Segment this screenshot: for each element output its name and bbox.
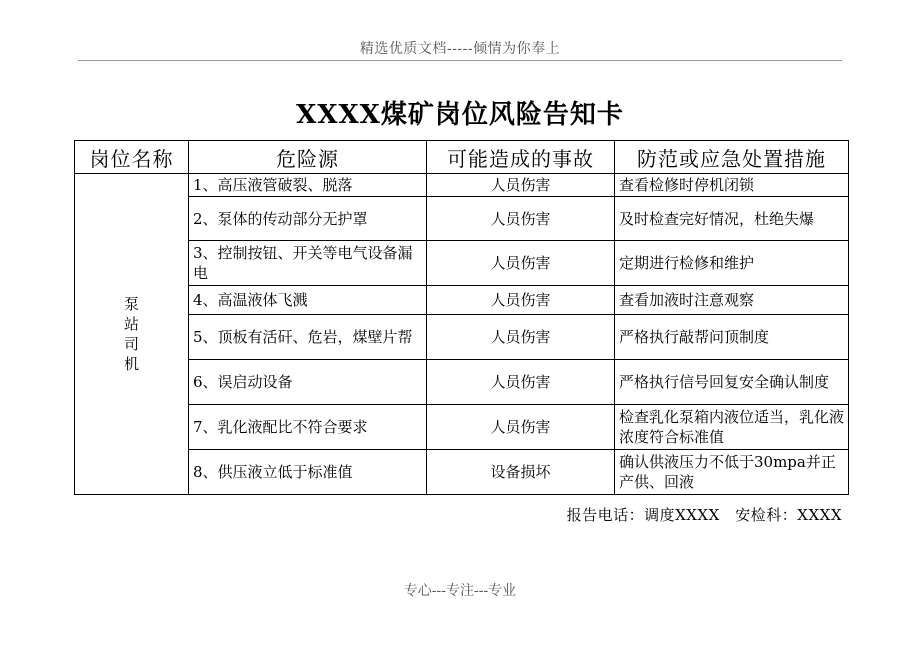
hazard-cell: 4、高温液体飞溅 (189, 286, 427, 315)
post-name-cell (75, 174, 189, 495)
table-row (75, 405, 849, 450)
result-cell: 人员伤害 (427, 197, 615, 241)
result-cell: 人员伤害 (427, 174, 615, 197)
result-cell: 人员伤害 (427, 405, 615, 450)
measure-cell: 严格执行信号回复安全确认制度 (615, 360, 849, 405)
header-divider (78, 60, 842, 61)
result-cell: 人员伤害 (427, 315, 615, 360)
result-cell: 设备损坏 (427, 450, 615, 495)
hazard-cell: 3、控制按钮、开关等电气设备漏电 (189, 241, 427, 286)
measure-cell: 检查乳化泵箱内液位适当，乳化液浓度符合标准值 (615, 405, 849, 450)
hazard-cell: 8、供压液立低于标准值 (189, 450, 427, 495)
column-header-measure: 防范或应急处置措施 (615, 141, 849, 174)
table-header-row (75, 141, 849, 174)
hazard-cell: 1、高压液管破裂、脱落 (189, 174, 427, 197)
hazard-cell: 2、泵体的传动部分无护罩 (189, 197, 427, 241)
column-header-result: 可能造成的事故 (427, 141, 615, 174)
result-cell: 人员伤害 (427, 360, 615, 405)
risk-table (74, 140, 849, 495)
measure-cell: 及时检查完好情况，杜绝失爆 (615, 197, 849, 241)
table-row (75, 241, 849, 286)
table-row (75, 360, 849, 405)
table-row (75, 174, 849, 197)
table-row (75, 315, 849, 360)
measure-cell: 查看加液时注意观察 (615, 286, 849, 315)
measure-cell: 定期进行检修和维护 (615, 241, 849, 286)
table-row (75, 197, 849, 241)
page-header: 精选优质文档-----倾情为你奉上 (359, 41, 561, 57)
hazard-cell: 6、误启动设备 (189, 360, 427, 405)
column-header-hazard: 危险源 (189, 141, 427, 174)
measure-cell: 严格执行敲帮问顶制度 (615, 315, 849, 360)
result-cell: 人员伤害 (427, 286, 615, 315)
measure-cell: 查看检修时停机闭锁 (615, 174, 849, 197)
page-footer: 专心---专注---专业 (403, 583, 517, 599)
result-cell: 人员伤害 (427, 241, 615, 286)
column-header-post: 岗位名称 (75, 141, 189, 174)
report-contact: 报告电话：调度XXXX 安检科：XXXX (566, 506, 842, 524)
table-row (75, 450, 849, 495)
post-name: 泵 站 司 机 (123, 295, 139, 373)
document-title: XXXX煤矿岗位风险告知卡 (296, 100, 624, 130)
measure-cell: 确认供液压力不低于30mpa并正产供、回液 (615, 450, 849, 495)
table-row (75, 286, 849, 315)
hazard-cell: 5、顶板有活矸、危岩，煤壁片帮 (189, 315, 427, 360)
hazard-cell: 7、乳化液配比不符合要求 (189, 405, 427, 450)
